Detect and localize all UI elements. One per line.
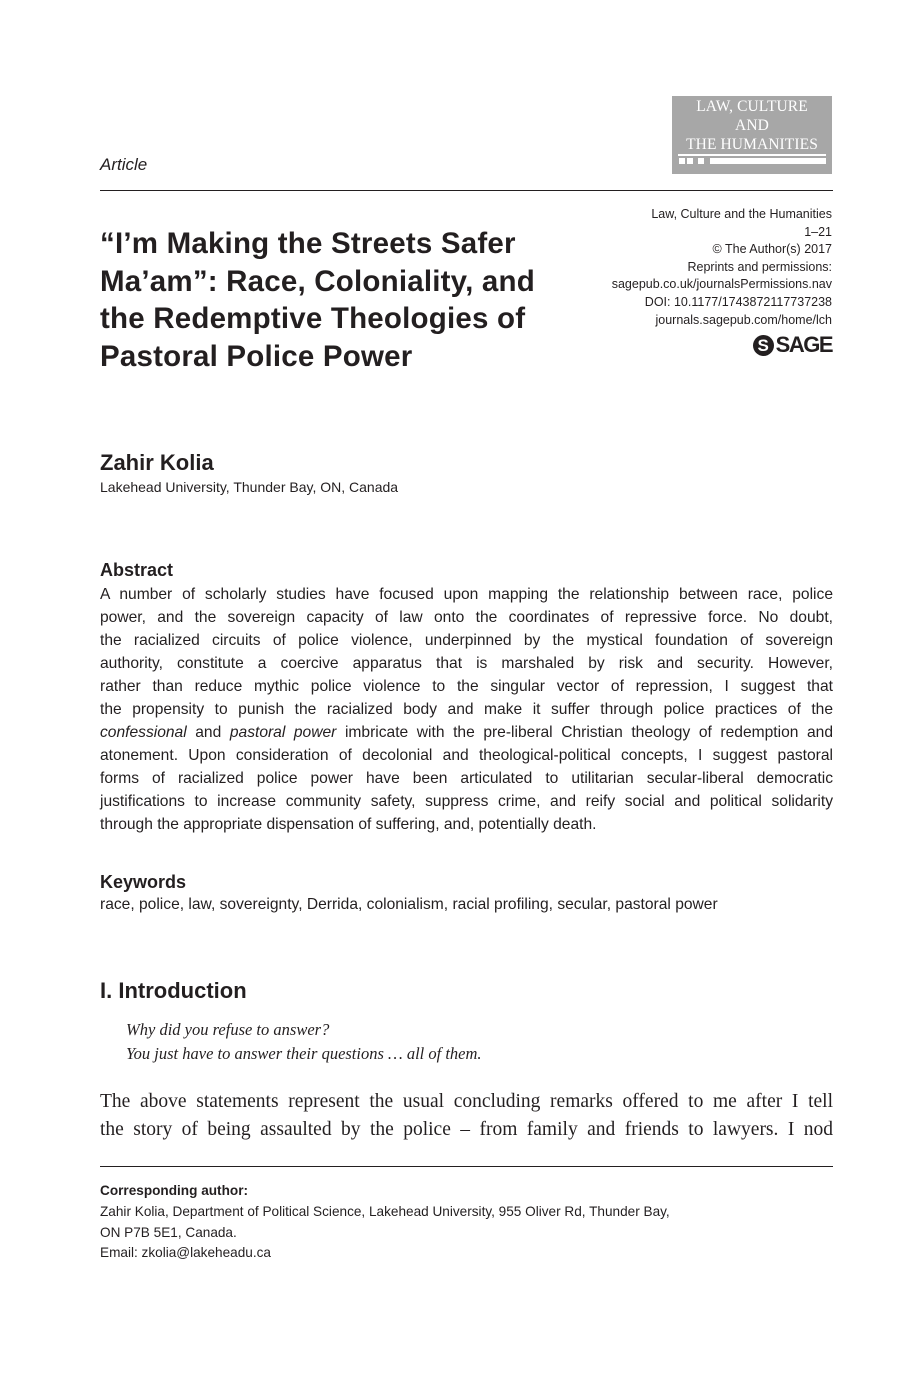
epigraph-line: You just have to answer their questions … all of them. bbox=[126, 1044, 482, 1063]
header-divider bbox=[100, 190, 833, 191]
footnote-divider bbox=[100, 1166, 833, 1167]
epigraph-line: Why did you refuse to answer? bbox=[126, 1020, 330, 1039]
abstract-line: through the appropriate dispensation of suffering, and, potentially death. bbox=[100, 816, 597, 833]
abstract-line: forms of racialized police power have been articulated to utilitarian secular-liberal democratic bbox=[100, 770, 833, 787]
journal-badge-line: AND bbox=[735, 117, 769, 134]
title-line: “I’m Making the Streets Safer bbox=[100, 227, 516, 260]
reprints-label: Reprints and permissions: bbox=[687, 259, 832, 274]
footnote-line: ON P7B 5E1, Canada. bbox=[100, 1224, 237, 1240]
abstract-line: rather than reduce mythic police violence to the singular vector of repression, I suggest that bbox=[100, 678, 833, 695]
italic-term: confessional bbox=[100, 724, 187, 741]
page-range: 1–21 bbox=[804, 224, 832, 239]
author-name: Zahir Kolia bbox=[100, 450, 214, 475]
abstract-line: justifications to increase community safety, suppress crime, and reify social and political solidarity bbox=[100, 793, 833, 810]
doi[interactable]: DOI: 10.1177/1743872117737238 bbox=[644, 294, 832, 309]
title-line: Ma’am”: Race, Coloniality, and bbox=[100, 264, 535, 298]
keywords-heading: Keywords bbox=[100, 872, 187, 892]
corresponding-author-note bbox=[100, 1181, 670, 1264]
abstract-heading: Abstract bbox=[100, 560, 174, 580]
abstract-line: power, and the sovereign capacity of law onto the coordinates of repressive force. No doubt, bbox=[100, 609, 833, 626]
author-affiliation: Lakehead University, Thunder Bay, ON, Canada bbox=[100, 479, 399, 495]
abstract-line: the racialized circuits of police violence, underpinned by the mystical foundation of sovereign bbox=[100, 632, 833, 649]
badge-rule bbox=[678, 154, 826, 156]
footnote-line: Zahir Kolia, Department of Political Science, Lakehead University, 955 Oliver Rd, Thunder Bay, bbox=[100, 1203, 670, 1219]
copyright: © The Author(s) 2017 bbox=[712, 242, 832, 257]
sage-wordmark: SAGE bbox=[775, 332, 832, 357]
journal-badge-line: LAW, CULTURE bbox=[696, 98, 808, 115]
journal-badge-line: THE HUMANITIES bbox=[686, 136, 818, 153]
footnote-heading: Corresponding author: bbox=[100, 1183, 249, 1198]
abstract-line: atonement. Upon consideration of decolonial and theological-political concepts, I suggest pastoral bbox=[100, 747, 833, 764]
abstract-body bbox=[100, 583, 833, 836]
body-line: the story of being assaulted by the police – from family and friends to lawyers. I nod bbox=[100, 1119, 833, 1140]
abstract-line: authority, constitute a coercive apparatus that is marshaled by risk and security. However, bbox=[100, 655, 833, 672]
body-line: The above statements represent the usual concluding remarks offered to me after I tell bbox=[100, 1091, 833, 1112]
journal-link[interactable]: journals.sagepub.com/home/lch bbox=[655, 312, 832, 327]
title-line: the Redemptive Theologies of bbox=[100, 302, 526, 335]
journal-badge bbox=[672, 96, 832, 174]
abstract-line: the propensity to punish the racialized body and make it suffer through police practices of the bbox=[100, 701, 833, 718]
keywords-list: race, police, law, sovereignty, Derrida, colonialism, racial profiling, secular, pastoral power bbox=[100, 896, 718, 913]
article-type-label: Article bbox=[100, 155, 148, 174]
sage-logo bbox=[753, 332, 832, 358]
sage-s-icon: S bbox=[753, 335, 774, 356]
title-line: Pastoral Police Power bbox=[100, 339, 413, 373]
abstract-line: A number of scholarly studies have focused upon mapping the relationship between race, police bbox=[100, 586, 833, 603]
introduction-body bbox=[100, 1088, 833, 1144]
article-title bbox=[100, 225, 600, 375]
epigraph bbox=[126, 1018, 482, 1066]
italic-term: pastoral power bbox=[229, 724, 337, 741]
badge-marks bbox=[679, 158, 826, 164]
abstract-line: confessional and pastoral power imbricate with the pre-liberal Christian theology of redemption and bbox=[100, 724, 834, 741]
reprints-link[interactable]: sagepub.co.uk/journalsPermissions.nav bbox=[611, 277, 832, 292]
introduction-heading: I. Introduction bbox=[100, 978, 247, 1003]
publication-meta bbox=[612, 206, 832, 329]
author-email[interactable]: Email: zkolia@lakeheadu.ca bbox=[100, 1245, 271, 1261]
journal-name: Law, Culture and the Humanities bbox=[651, 207, 832, 221]
